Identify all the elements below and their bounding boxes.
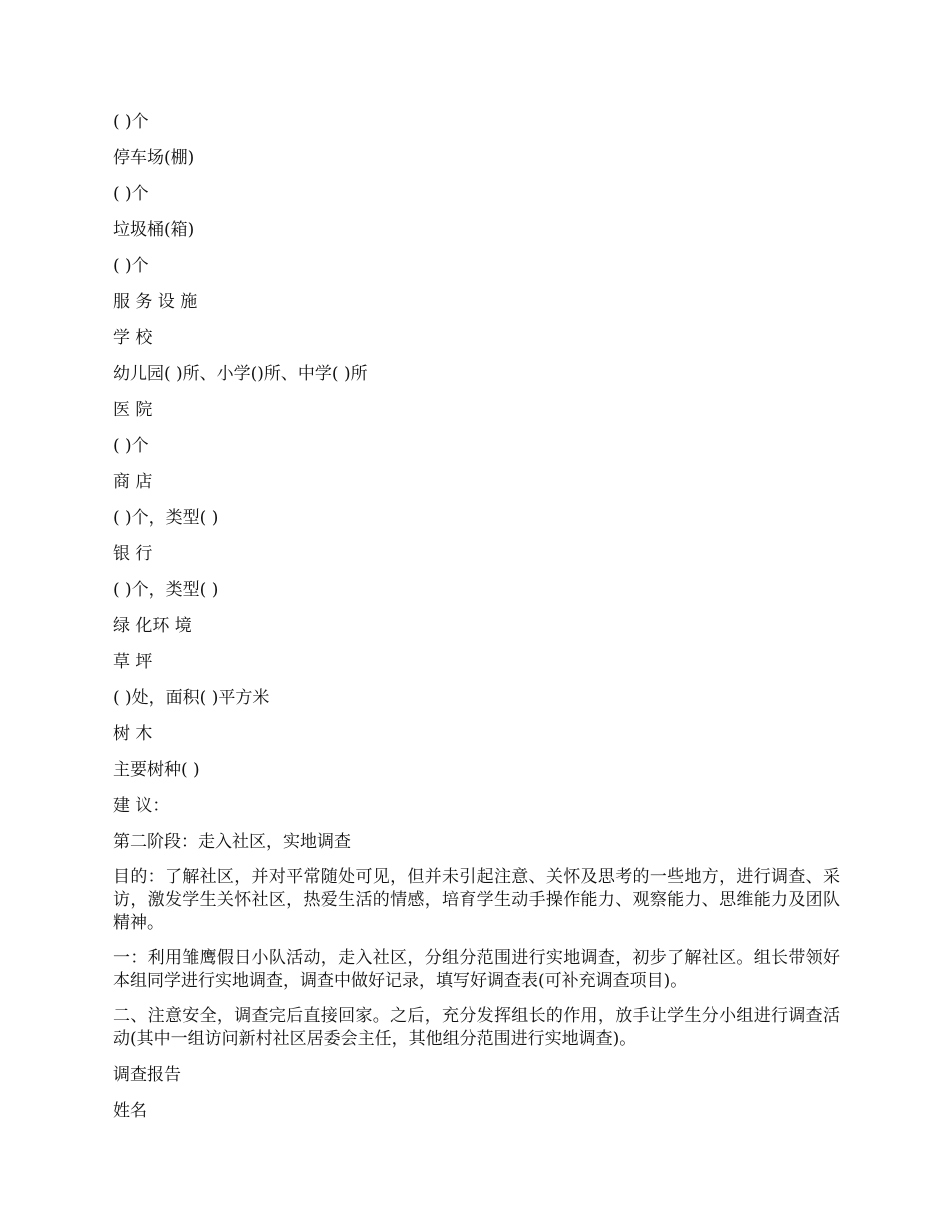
text-line: ( )个，类型( ): [113, 508, 219, 528]
text-line: 商 店: [113, 472, 153, 492]
text-line: 树 木: [113, 724, 153, 744]
text-line: 草 坪: [113, 652, 153, 672]
report-heading: 调查报告: [113, 1065, 181, 1085]
document-body: [113, 110, 840, 1135]
text-line: ( )个: [113, 112, 149, 132]
stage-heading: 第二阶段：走入社区，实地调查: [113, 832, 351, 852]
text-line: 垃圾桶(箱): [113, 220, 195, 240]
text-line: ( )个: [113, 436, 149, 456]
text-line: 银 行: [113, 544, 153, 564]
paragraph-step-two: 二、注意安全，调查完后直接回家。之后，充分发挥组长的作用，放手让学生分小组进行调查活动(其中一组访问新村社区居委会主任，其他组分范围进行实地调查)。: [113, 1006, 840, 1049]
text-line: 医 院: [113, 400, 153, 420]
section-heading: 绿 化环 境: [113, 616, 192, 636]
text-line: 学 校: [113, 328, 153, 348]
text-line: 幼儿园( )所、小学()所、中学( )所: [113, 364, 368, 384]
text-line: 主要树种( ): [113, 760, 200, 780]
section-heading: 服 务 设 施: [113, 292, 198, 312]
text-line: 停车场(棚): [113, 148, 195, 168]
text-line: ( )个: [113, 184, 149, 204]
text-line: ( )个: [113, 256, 149, 276]
paragraph-step-one: 一：利用雏鹰假日小队活动，走入社区，分组分范围进行实地调查，初步了解社区。组长带领好本组同学进行实地调查，调查中做好记录，填写好调查表(可补充调查项目)。: [113, 948, 840, 991]
text-line: ( )个，类型( ): [113, 580, 219, 600]
paragraph-purpose: 目的：了解社区，并对平常随处可见，但并未引起注意、关怀及思考的一些地方，进行调查、采访，激发学生关怀社区，热爱生活的情感，培育学生动手操作能力、观察能力、思维能力及团队精神。: [113, 867, 840, 933]
name-label: 姓名: [113, 1101, 147, 1121]
text-line: ( )处，面积( )平方米: [113, 688, 270, 708]
text-line: 建 议：: [113, 796, 170, 816]
